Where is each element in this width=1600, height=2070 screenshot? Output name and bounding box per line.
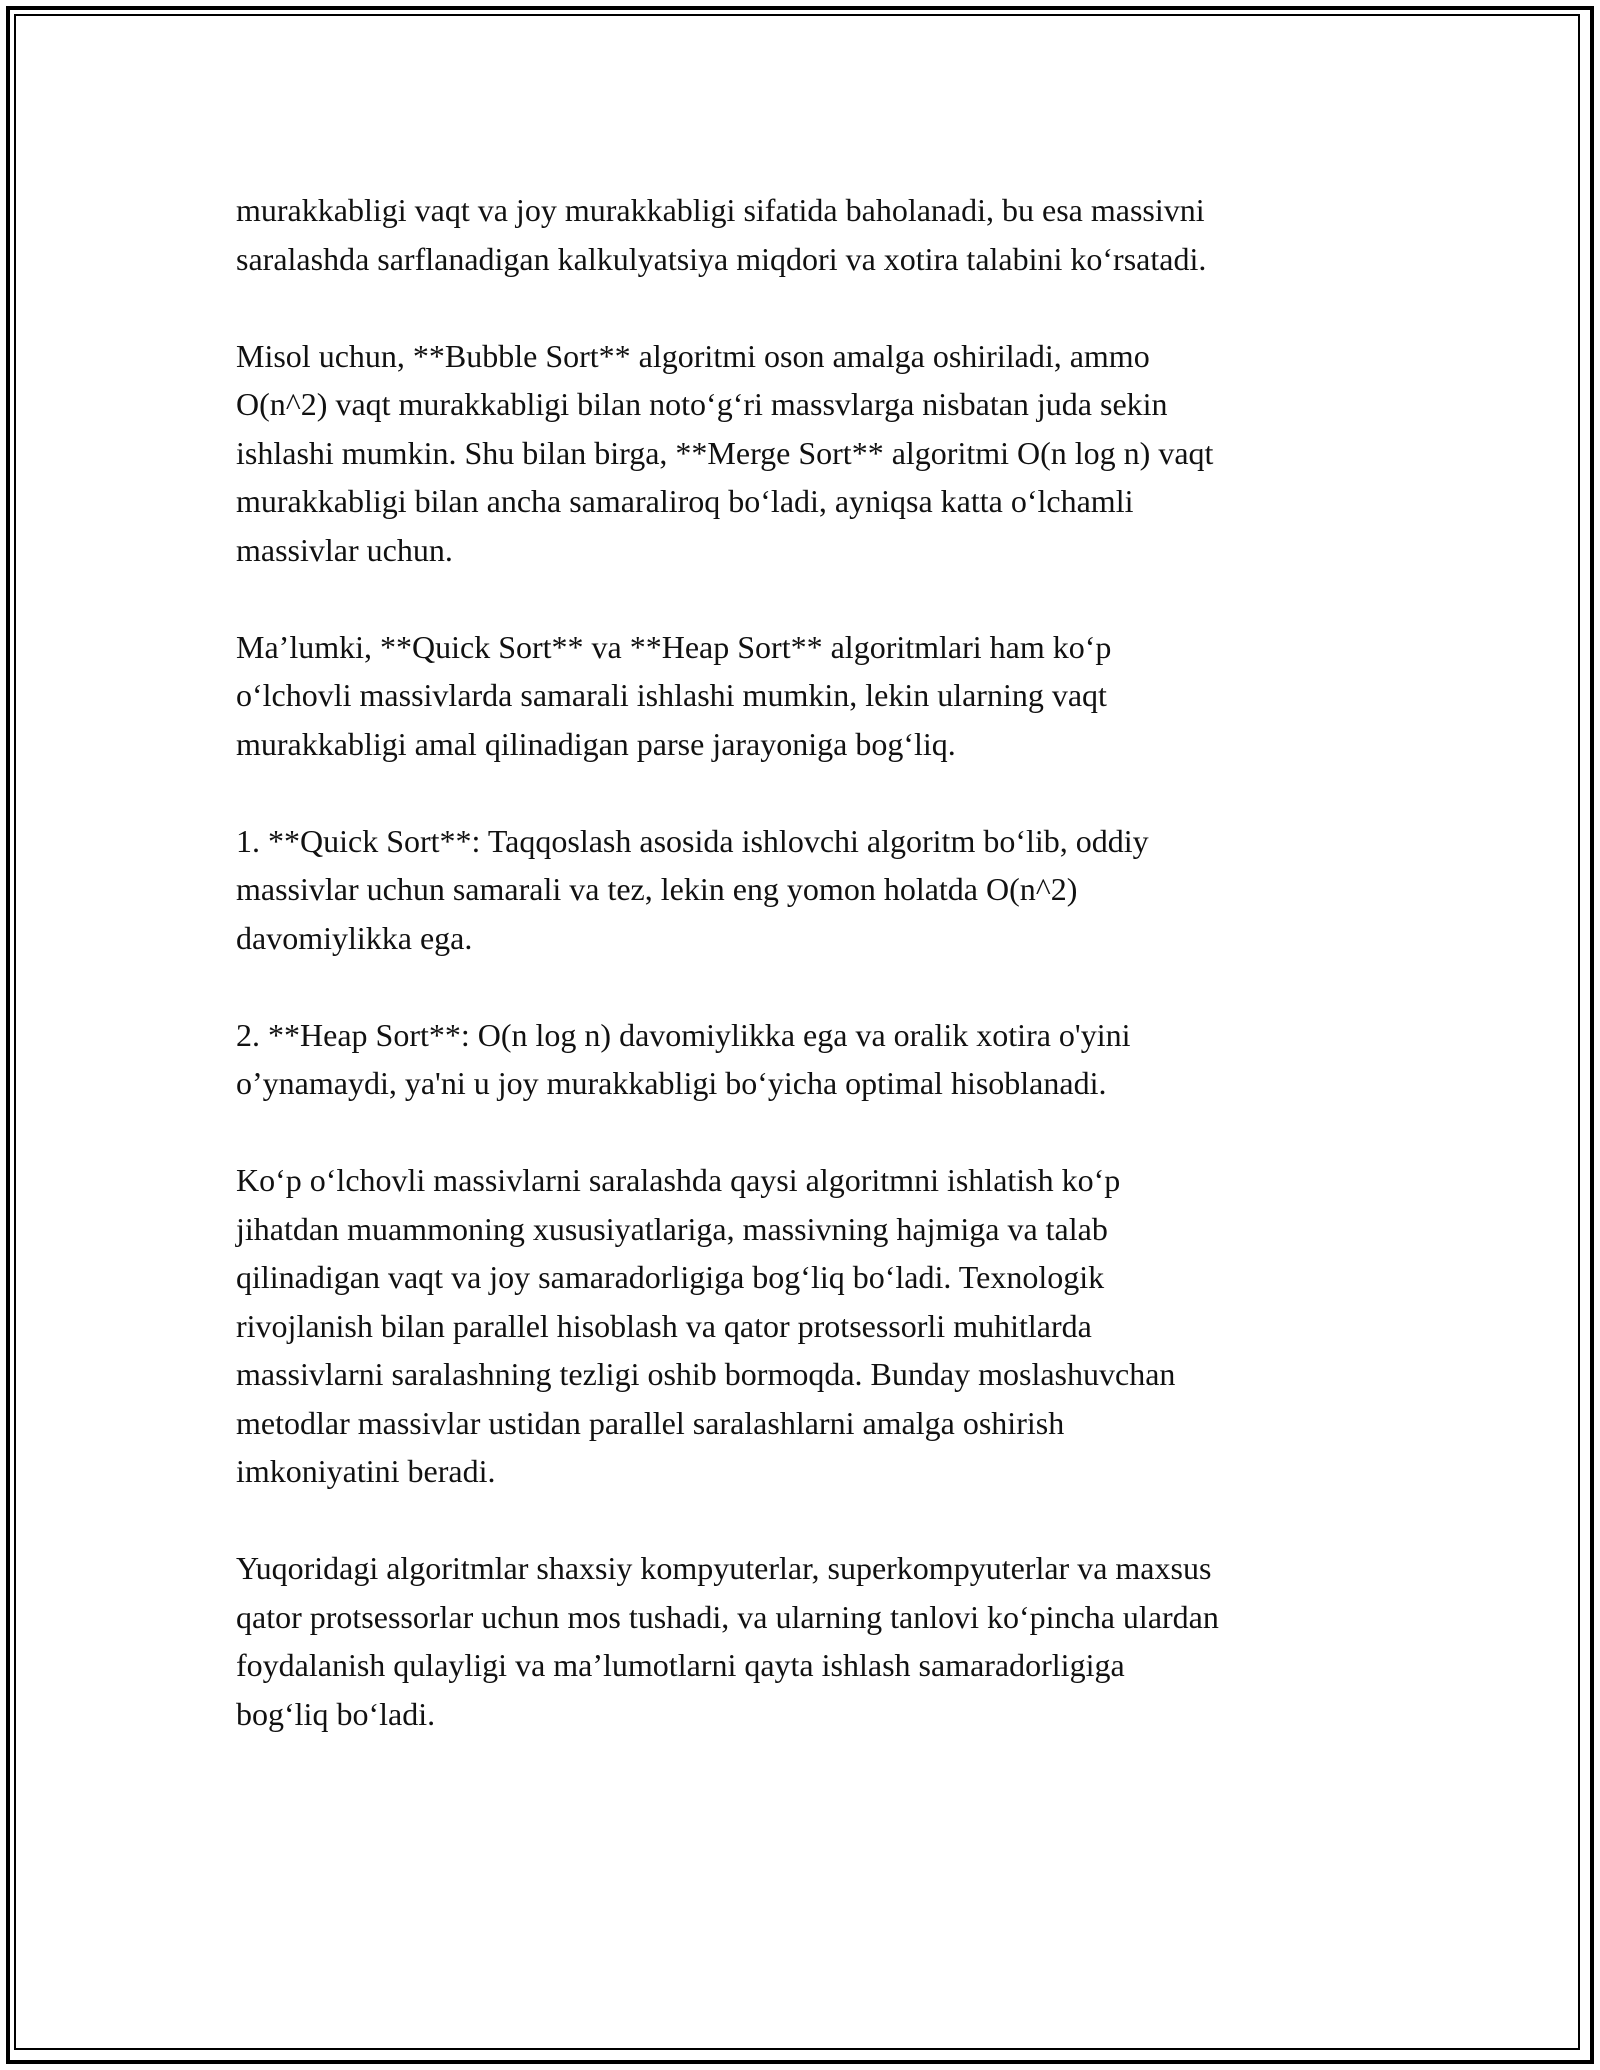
text-line: qilinadigan vaqt va joy samaradorligiga bog‘liq bo‘ladi. Texnologik: [236, 1259, 1105, 1295]
paragraph-5: [236, 1544, 1396, 1738]
text-line: Ko‘p o‘lchovli massivlarni saralashda qaysi algoritmni ishlatish ko‘p: [236, 1162, 1121, 1198]
list-item-heap-sort: [236, 1011, 1396, 1108]
text-line: Yuqoridagi algoritmlar shaxsiy kompyuterlar, superkompyuterlar va maxsus: [236, 1550, 1212, 1586]
text-line: massivlarni saralashning tezligi oshib bormoqda. Bunday moslashuvchan: [236, 1356, 1176, 1392]
paragraph-3: [236, 623, 1396, 769]
text-line: murakkabligi bilan ancha samaraliroq bo‘ladi, ayniqsa katta o‘lchamli: [236, 483, 1134, 519]
text-line: bog‘liq bo‘ladi.: [236, 1695, 436, 1732]
paragraph-4: [236, 1156, 1396, 1496]
text-line: o’ynamaydi, ya'ni u joy murakkabligi bo‘yicha optimal hisoblanadi.: [236, 1065, 1107, 1101]
text-line: massivlar uchun.: [236, 531, 453, 568]
text-line: 2. **Heap Sort**: O(n log n) davomiylikka ega va oralik xotira o'yini: [236, 1016, 1131, 1053]
list-item-quick-sort: [236, 817, 1396, 963]
text-line: davomiylikka ega.: [236, 919, 473, 956]
text-line: O(n^2) vaqt murakkabligi bilan noto‘g‘ri massvlarga nisbatan juda sekin: [236, 386, 1168, 422]
text-line: jihatdan muammoning xususiyatlariga, massivning hajmiga va talab: [236, 1210, 1108, 1247]
text-line: metodlar massivlar ustidan parallel saralashlarni amalga oshirish: [236, 1404, 1065, 1441]
text-line: saralashda sarflanadigan kalkulyatsiya miqdori va xotira talabini ko‘rsatadi.: [236, 240, 1207, 277]
text-line: o‘lchovli massivlarda samarali ishlashi mumkin, lekin ularning vaqt: [236, 677, 1107, 713]
paragraph-1: [236, 186, 1396, 283]
text-line: Misol uchun, **Bubble Sort** algoritmi oson amalga oshiriladi, ammo: [236, 337, 1150, 374]
text-line: murakkabligi amal qilinadigan parse jarayoniga bog‘liq.: [236, 725, 956, 762]
text-line: Ma’lumki, **Quick Sort** va **Heap Sort** algoritmlari ham ko‘p: [236, 628, 1112, 665]
text-line: massivlar uchun samarali va tez, lekin eng yomon holatda O(n^2): [236, 871, 1078, 907]
document-body: [236, 186, 1396, 1787]
text-line: ishlashi mumkin. Shu bilan birga, **Merge Sort** algoritmi O(n log n) vaqt: [236, 434, 1214, 471]
text-line: 1. **Quick Sort**: Taqqoslash asosida ishlovchi algoritm bo‘lib, oddiy: [236, 822, 1149, 859]
paragraph-2: [236, 332, 1396, 575]
text-line: foydalanish qulayligi va ma’lumotlarni qayta ishlash samaradorligiga: [236, 1647, 1125, 1683]
text-line: qator protsessorlar uchun mos tushadi, va ularning tanlovi ko‘pincha ulardan: [236, 1598, 1219, 1635]
text-line: rivojlanish bilan parallel hisoblash va qator protsessorli muhitlarda: [236, 1307, 1092, 1344]
text-line: imkoniyatini beradi.: [236, 1453, 496, 1489]
text-line: murakkabligi vaqt va joy murakkabligi sifatida baholanadi, bu esa massivni: [236, 192, 1205, 228]
